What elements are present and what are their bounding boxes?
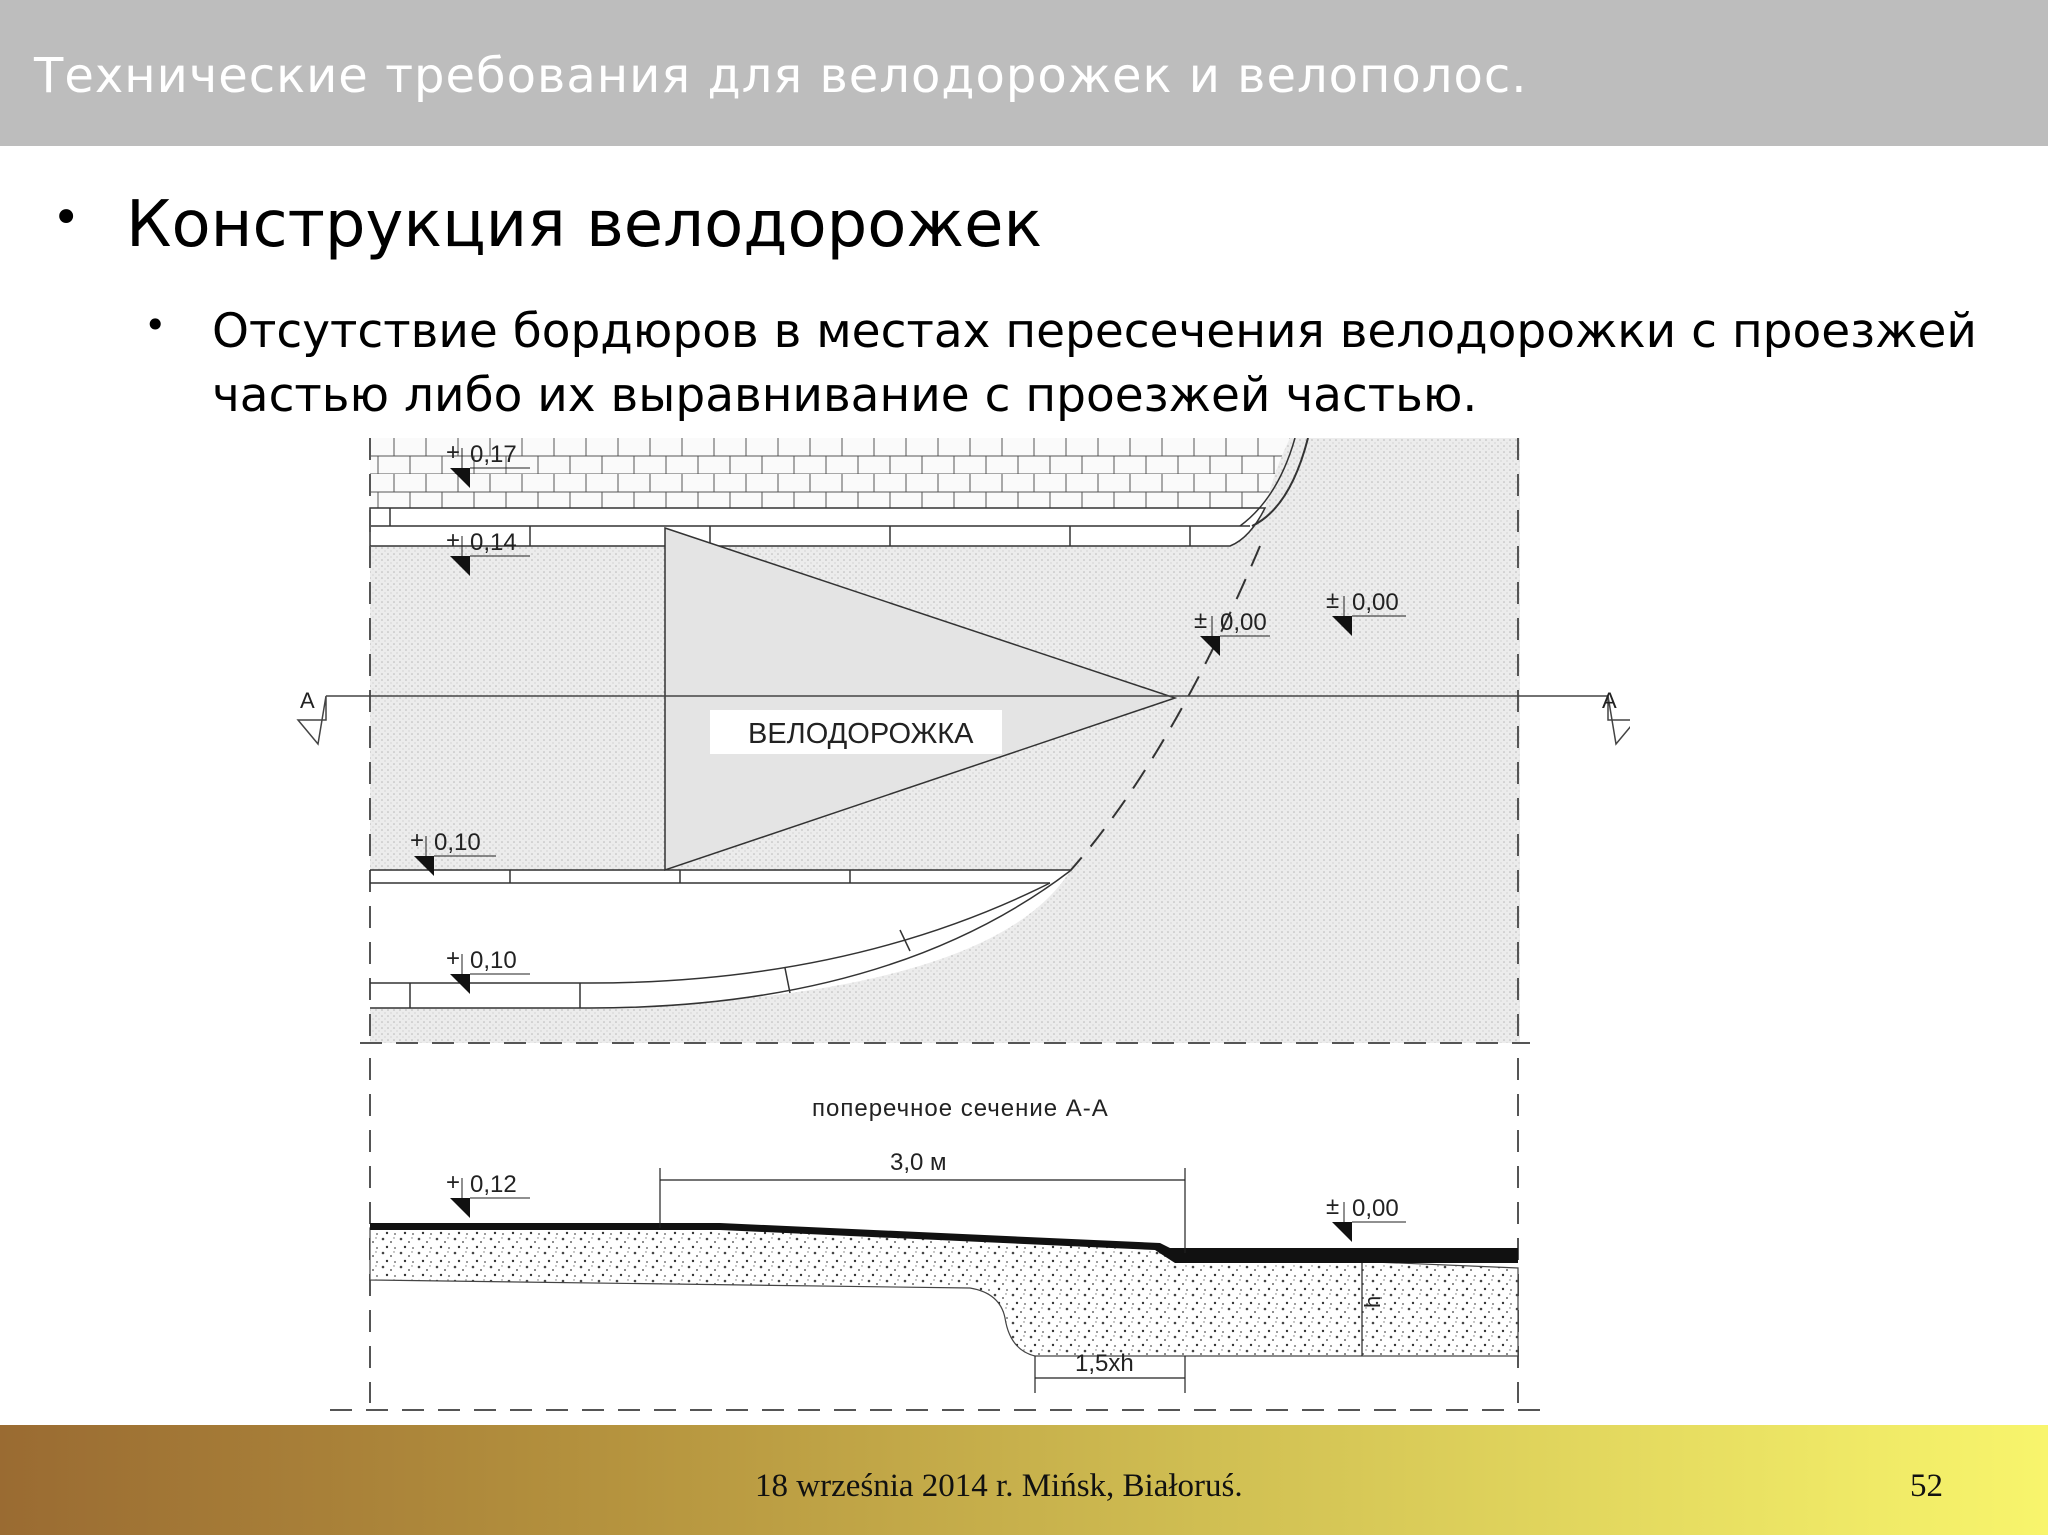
section-letter-right: А xyxy=(1602,688,1617,713)
sub-bullet-text: Отсутствие бордюров в местах пересечения велодорожки с проезжей частью либо их выравнивание с проезжей частью. xyxy=(212,304,1977,423)
page-number: 52 xyxy=(1910,1468,1943,1504)
elevation-value: 0,10 xyxy=(470,947,517,974)
svg-text:+: + xyxy=(446,527,461,554)
svg-text:+: + xyxy=(446,439,461,466)
cross-section xyxy=(330,1058,1550,1410)
depth-dimension: 1,5xh xyxy=(1075,1350,1134,1377)
slide-header xyxy=(0,0,2048,146)
svg-text:±: ± xyxy=(1326,1193,1340,1220)
slide-title: Технические требования для велодорожек и велополос. xyxy=(34,48,1528,104)
svg-text:+: + xyxy=(446,945,461,972)
bullet-icon: • xyxy=(52,190,81,246)
elevation-value: 0,00 xyxy=(1220,609,1267,636)
height-dimension: h xyxy=(1360,1295,1385,1308)
section-letter-left: А xyxy=(300,688,315,713)
bike-path-label: ВЕЛОДОРОЖКА xyxy=(748,718,974,750)
elevation-marker xyxy=(446,1169,530,1218)
bullet-heading: Конструкция велодорожек xyxy=(126,188,1043,262)
svg-text:+: + xyxy=(410,827,425,854)
bike-path-drawing xyxy=(290,438,1630,1418)
elevation-value: 0,17 xyxy=(470,441,517,468)
svg-text:±: ± xyxy=(1194,607,1208,634)
elevation-value: 0,00 xyxy=(1352,1195,1399,1222)
svg-text:+: + xyxy=(446,1169,461,1196)
footer-caption: 18 września 2014 r. Mińsk, Białoruś. xyxy=(755,1468,1243,1504)
elevation-value: 0,14 xyxy=(470,529,517,556)
sub-bullet-icon: • xyxy=(144,303,167,347)
width-dimension: 3,0 м xyxy=(890,1149,947,1176)
elevation-marker xyxy=(1326,1193,1406,1242)
svg-text:±: ± xyxy=(1326,587,1340,614)
section-title: поперечное сечение А-А xyxy=(812,1095,1109,1122)
elevation-value: 0,12 xyxy=(470,1171,517,1198)
elevation-value: 0,10 xyxy=(434,829,481,856)
elevation-value: 0,00 xyxy=(1352,589,1399,616)
